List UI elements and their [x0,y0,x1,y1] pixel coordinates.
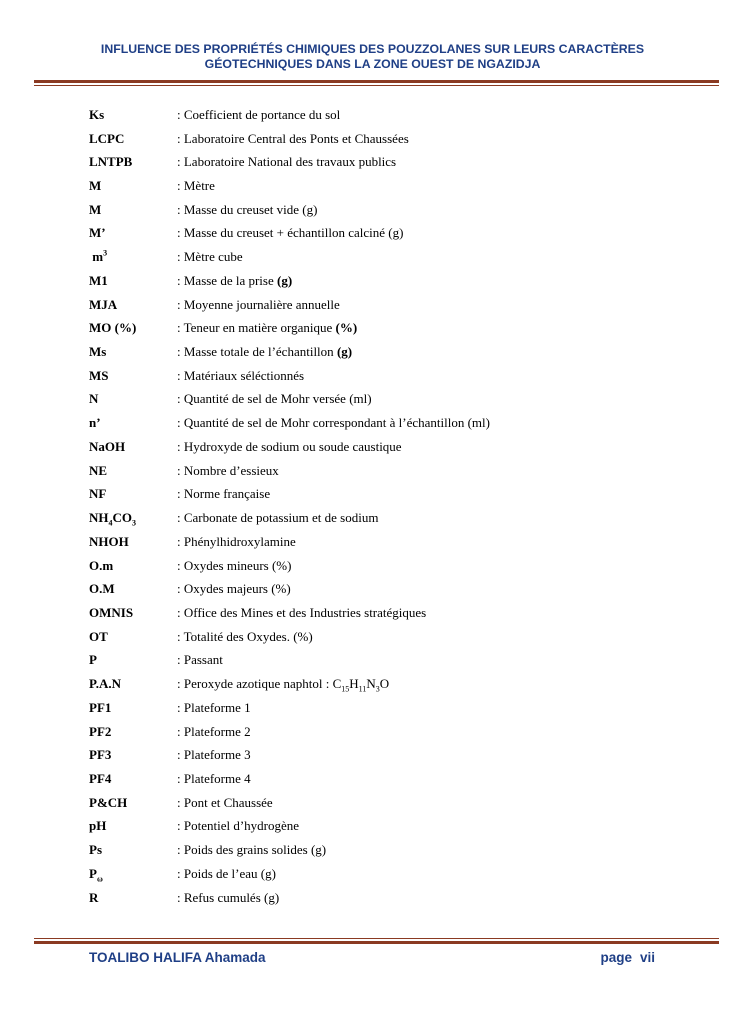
definition: : Poids des grains solides (g) [177,842,327,858]
list-item [89,293,689,317]
abbreviation-list [89,103,689,909]
abbreviation: $P_\omega$ [89,865,103,884]
abbreviation: Ms [89,344,107,360]
list-item [89,625,689,649]
definition: : Poids de l’eau (g) [177,865,276,881]
abbreviation: $NH_4CO_3$ [89,510,136,528]
list-item [89,340,689,364]
abbreviation: LCPC [89,130,125,146]
page-header [60,42,685,72]
definition: : Masse totale de l’échantillon (g) [177,344,353,360]
list-item [89,483,689,507]
footer-rule [34,938,719,944]
abbreviation: R [89,889,99,905]
definition: : Quantité de sel de Mohr versée (ml) [177,391,372,407]
header-rule [34,80,719,86]
abbreviation: NF [89,486,107,502]
abbreviation: P [89,652,97,668]
definition: : Masse du creuset vide (g) [177,201,318,217]
abbreviation: P.A.N [89,676,122,692]
definition: : Norme française [177,486,271,502]
list-item [89,245,689,269]
definition: : Nombre d’essieux [177,462,279,478]
abbreviation: MO (%) [89,320,137,336]
list-item [89,174,689,198]
list-item [89,459,689,483]
abbreviation: n’ [89,415,101,431]
list-item [89,601,689,625]
definition: : Carbonate de potassium et de sodium [177,510,379,526]
list-item [89,222,689,246]
definition: : Potentiel d’hydrogène [177,818,300,834]
list-item [89,435,689,459]
definition: : Mètre cube [177,249,243,265]
header-line-2: GÉOTECHNIQUES DANS LA ZONE OUEST DE NGAZIDJA [204,57,541,71]
list-item [89,316,689,340]
list-item [89,838,689,862]
list-item [89,364,689,388]
footer-author: TOALIBO HALIFA Ahamada [89,950,266,965]
page-number-value: vii [639,950,655,965]
definition: : Refus cumulés (g) [177,889,280,905]
definition: : Plateforme 4 [177,770,251,786]
list-item [89,649,689,673]
list-item [89,388,689,412]
definition: : Masse de la prise (g) [177,272,293,288]
abbreviation: pH [89,818,107,834]
definition: : Hydroxyde de sodium ou soude caustique [177,438,402,454]
abbreviation: O.M [89,581,115,597]
definition: : Pont et Chaussée [177,794,273,810]
abbreviation: M [89,178,102,194]
list-item [89,103,689,127]
definition: : Plateforme 1 [177,699,251,715]
list-item [89,862,689,886]
page-number [600,950,655,965]
list-item [89,791,689,815]
abbreviation: LNTPB [89,154,133,170]
header-line-1: INFLUENCE DES PROPRIÉTÉS CHIMIQUES DES POUZZOLANES SUR LEURS CARACTÈRES [100,42,645,56]
abbreviation: OMNIS [89,604,134,620]
abbreviation: $m^3$ [92,248,108,265]
list-item [89,743,689,767]
definition: : Office des Mines et des Industries stratégiques [177,604,427,620]
list-item [89,696,689,720]
list-item [89,269,689,293]
list-item [89,530,689,554]
definition: : Oxydes majeurs (%) [177,581,291,597]
definition: : Moyenne journalière annuelle [177,296,340,312]
list-item [89,720,689,744]
abbreviation: M1 [89,272,108,288]
definition: : Oxydes mineurs (%) [177,557,292,573]
definition: : Teneur en matière organique (%) [177,320,358,336]
abbreviation: O.m [89,557,114,573]
abbreviation: NHOH [89,533,129,549]
abbreviation: NaOH [89,438,126,454]
abbreviation: P&CH [89,794,128,810]
list-item [89,767,689,791]
definition: : Masse du creuset + échantillon calciné (g) [177,225,404,241]
definition: : Plateforme 2 [177,723,251,739]
definition: : Passant [177,652,223,668]
definition: : Laboratoire National des travaux publics [177,154,397,170]
abbreviation: M [89,201,102,217]
page-label: page [600,950,632,965]
list-item [89,198,689,222]
definition: : Phénylhidroxylamine [177,533,296,549]
abbreviation: MS [89,367,109,383]
abbreviation: PF2 [89,723,112,739]
list-item [89,127,689,151]
list-item [89,150,689,174]
abbreviation: Ps [89,842,102,858]
abbreviation: MJA [89,296,118,312]
list-item [89,577,689,601]
definition: : Totalité des Oxydes. (%) [177,628,313,644]
definition: : Matériaux séléctionnés [177,367,305,383]
definition: : Plateforme 3 [177,747,251,763]
abbreviation: PF3 [89,747,112,763]
definition: : Quantité de sel de Mohr correspondant à l’échantillon (ml) [177,415,490,431]
abbreviation: Ks [89,106,105,122]
definition: : Coefficient de portance du sol [177,106,341,122]
abbreviation: OT [89,628,108,644]
definition: : Laboratoire Central des Ponts et Chaussées [177,130,409,146]
definition: : Mètre [177,178,215,194]
definition: : Peroxyde azotique naphtol : $C_{15}H_{11}N_3O$ [177,676,390,694]
list-item [89,672,689,696]
abbreviation: M’ [89,225,106,241]
abbreviation: NE [89,462,108,478]
list-item [89,506,689,530]
abbreviation: N [89,391,99,407]
abbreviation: PF4 [89,770,112,786]
list-item [89,554,689,578]
abbreviation: PF1 [89,699,112,715]
list-item [89,815,689,839]
list-item [89,411,689,435]
list-item [89,886,689,910]
